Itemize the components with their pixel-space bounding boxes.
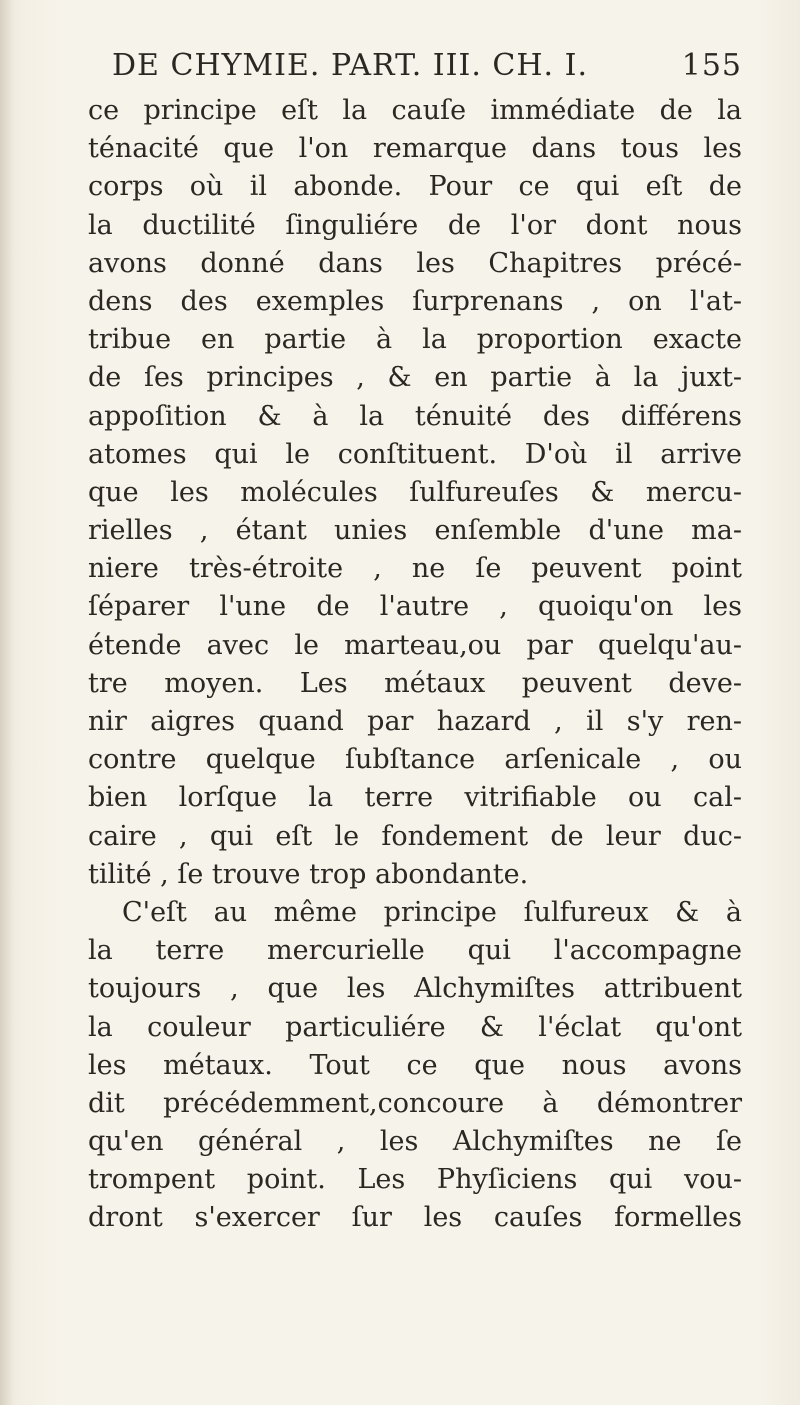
text-line: tribue en partie à la proportion exacte (88, 324, 742, 356)
text-line: tilité , ſe trouve trop abondante. (88, 858, 529, 890)
running-title: DE CHYMIE. PART. III. CH. I. (112, 48, 588, 83)
text-line: corps où il abonde. Pour ce qui eſt de (88, 171, 742, 203)
text-line: toujours , que les Alchymiſtes attribuent (88, 973, 742, 1005)
text-line: avons donné dans les Chapitres précé- (88, 247, 742, 279)
text-line: la terre mercurielle qui l'accompagne (88, 935, 742, 967)
paragraph-start-line: C'eſt au même principe ſulfureux & à (122, 896, 742, 928)
text-line: ſéparer l'une de l'autre , quoiqu'on les (88, 591, 742, 623)
text-line: appoſition & à la ténuité des différens (88, 400, 742, 432)
text-line: contre quelque ſubſtance arſenicale , ou (88, 744, 742, 776)
text-line: étende avec le marteau,ou par quelqu'au- (88, 629, 742, 661)
text-line: la couleur particuliére & l'éclat qu'ont (88, 1011, 742, 1043)
text-line: dit précédemment,concoure à démontrer (88, 1087, 742, 1119)
text-line: tre moyen. Les métaux peuvent deve- (88, 667, 742, 699)
text-line: caire , qui eſt le fondement de leur duc- (88, 820, 742, 852)
text-line: que les molécules ſulfureuſes & mercu- (88, 476, 742, 508)
text-line: qu'en général , les Alchymiſtes ne ſe (88, 1126, 742, 1158)
body-text (88, 92, 742, 1238)
text-line: niere très-étroite , ne ſe peuvent point (88, 553, 742, 585)
text-line: dront s'exercer ſur les cauſes formelles (88, 1202, 742, 1234)
gutter-shadow (0, 0, 14, 1405)
text-line: trompent point. Les Phyſiciens qui vou- (88, 1164, 742, 1196)
text-line: atomes qui le conſtituent. D'où il arrive (88, 438, 742, 470)
text-line: dens des exemples ſurprenans , on l'at- (88, 285, 742, 317)
text-line: rielles , étant unies enſemble d'une ma- (88, 515, 742, 547)
text-line: les métaux. Tout ce que nous avons (88, 1049, 742, 1081)
text-line: nir aigres quand par hazard , il s'y ren- (88, 706, 742, 737)
text-line: ténacité que l'on remarque dans tous les (88, 133, 742, 165)
page-number: 155 (681, 48, 742, 83)
text-line: la ductilité ſinguliére de l'or dont nous (88, 209, 742, 241)
text-line: bien lorſque la terre vitrifiable ou cal- (88, 782, 742, 814)
page-header (112, 40, 742, 90)
text-line: ce principe eſt la cauſe immédiate de la (88, 95, 742, 126)
text-line: de ſes principes , & en partie à la juxt- (88, 362, 742, 394)
